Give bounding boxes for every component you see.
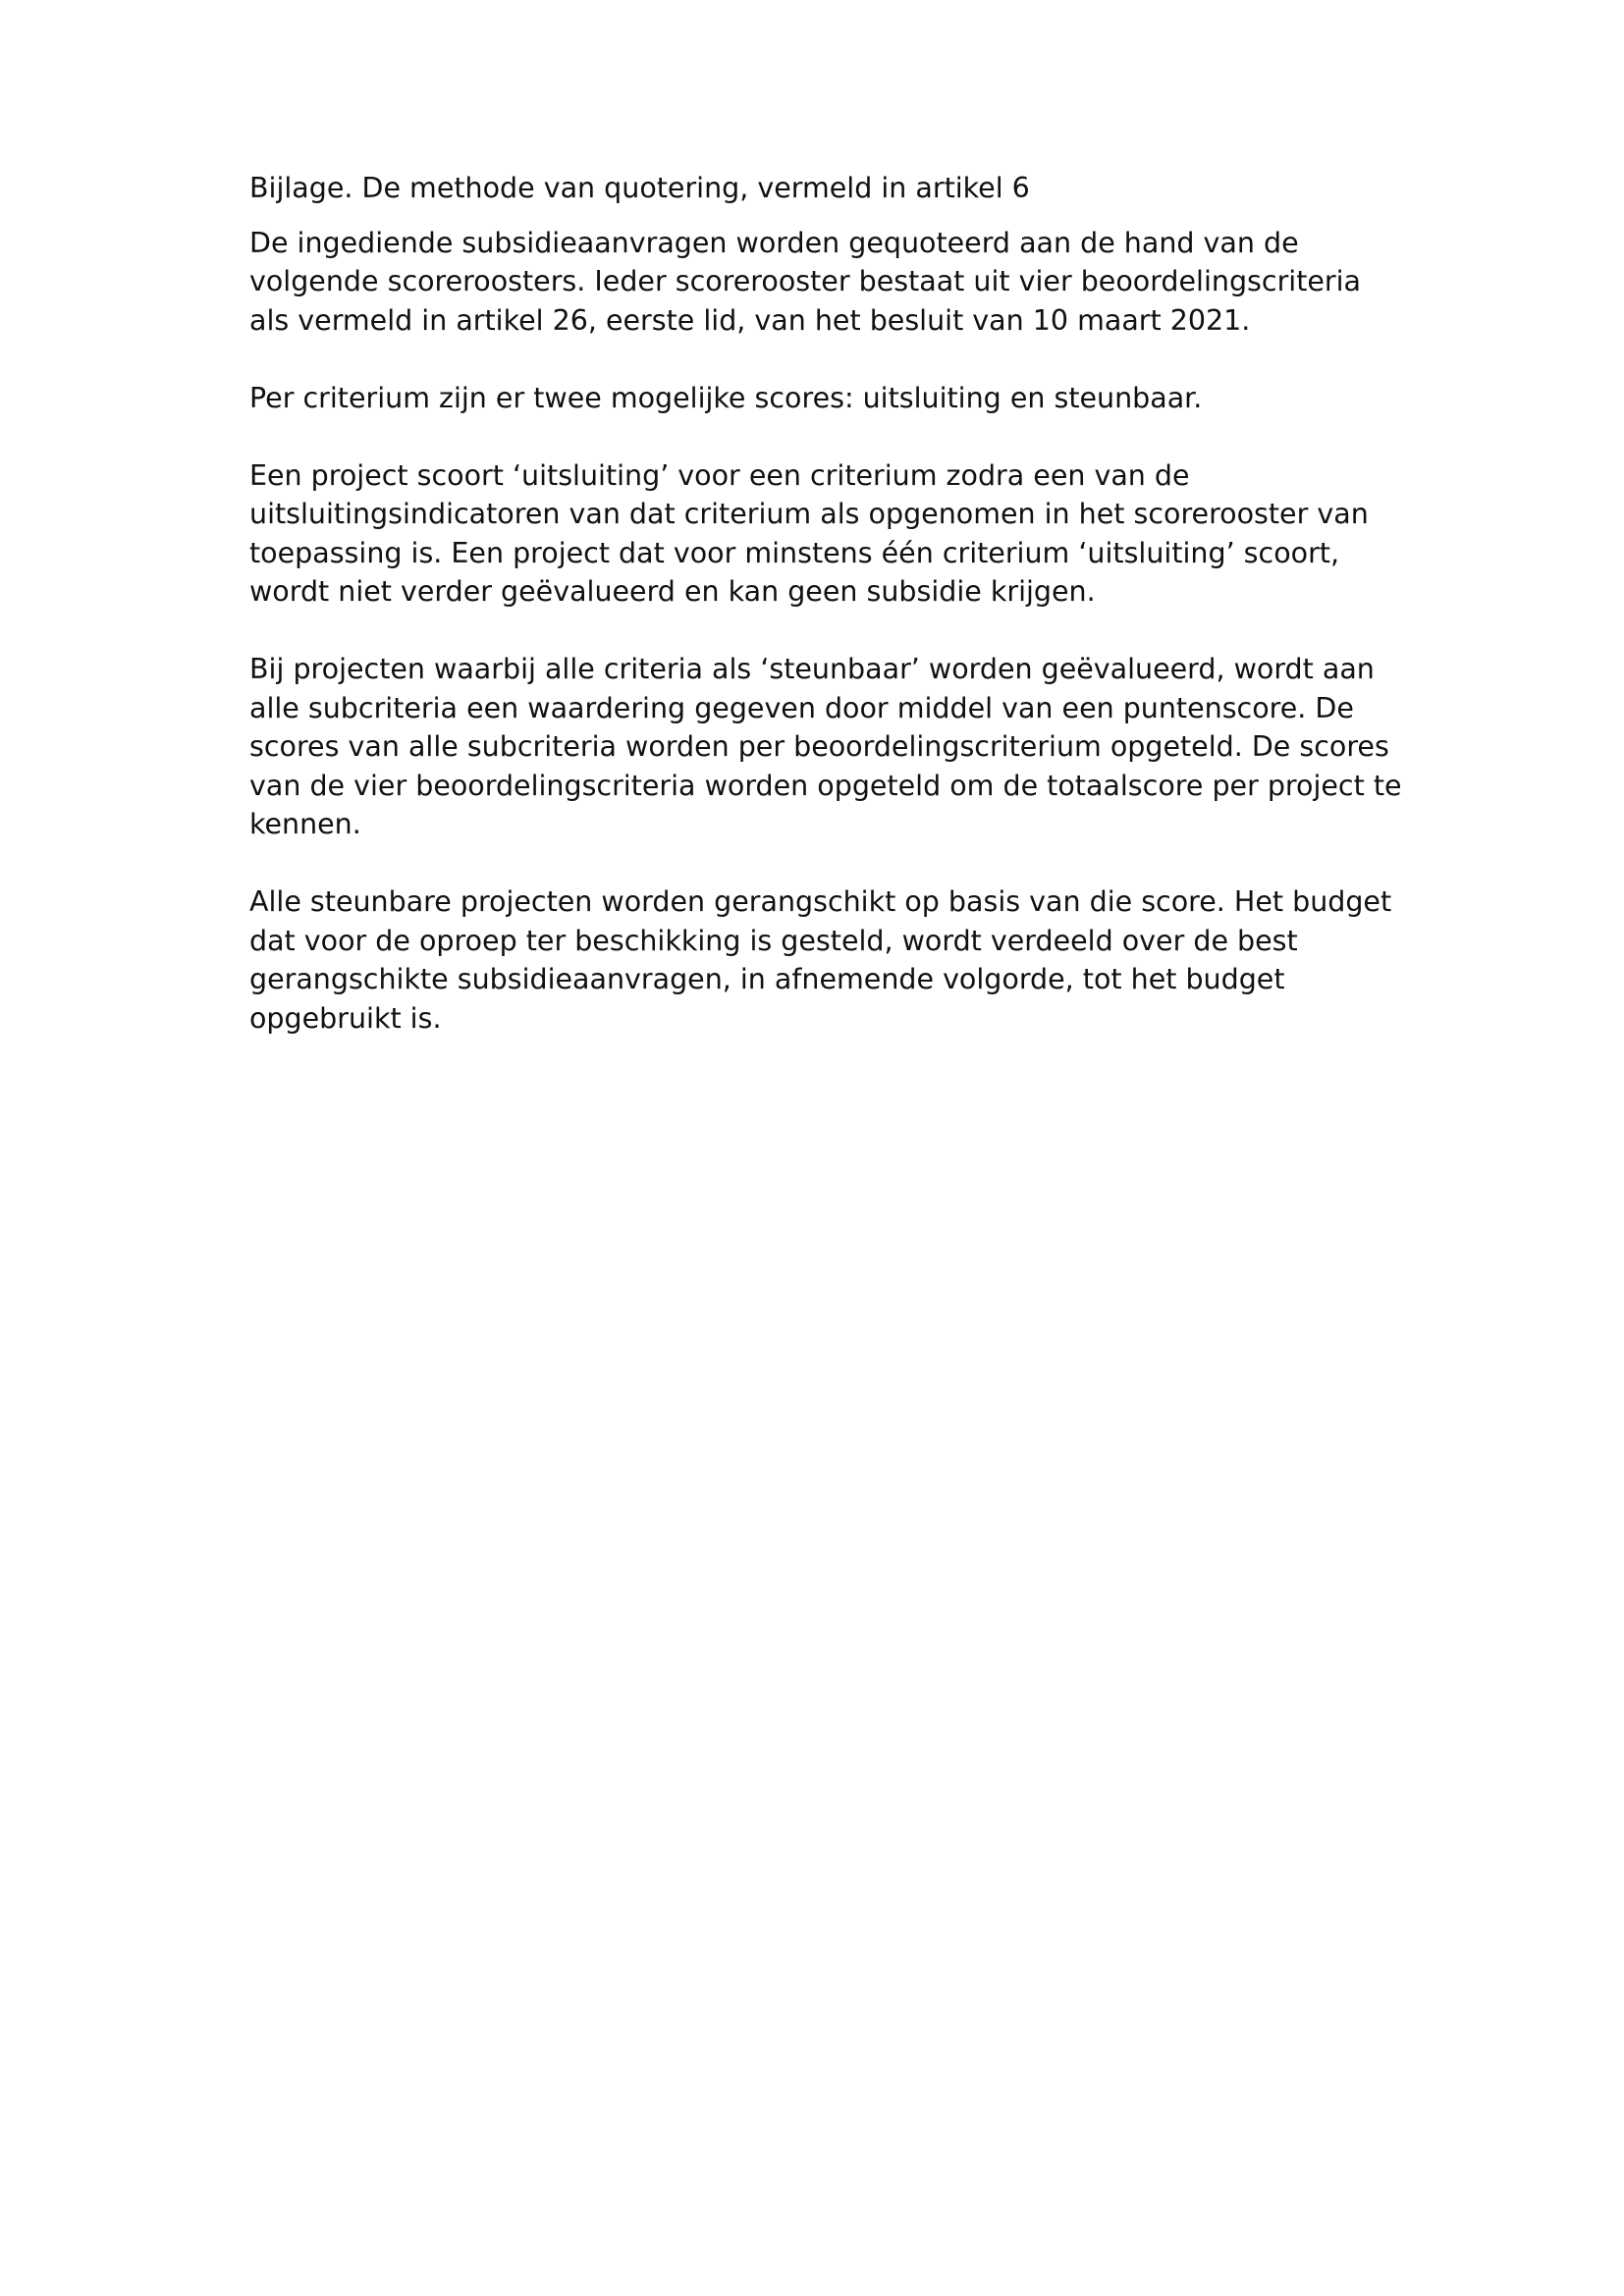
text-line: opgebruikt is. <box>249 1001 442 1035</box>
document-body <box>249 169 1402 1077</box>
text-line: dat voor de oproep ter beschikking is gesteld, wordt verdeeld over de best <box>249 924 1298 957</box>
text-line: kennen. <box>249 808 361 840</box>
text-line: Alle steunbare projecten worden gerangschikt op basis van die score. Het budget <box>249 885 1392 918</box>
paragraph-ranking <box>249 882 1398 1038</box>
paragraph-scores <box>249 379 1398 418</box>
text-line: De ingediende subsidieaanvragen worden gequoteerd aan de hand van de <box>249 226 1299 259</box>
text-line: gerangschikte subsidieaanvragen, in afnemende volgorde, tot het budget <box>249 963 1285 995</box>
paragraph-evaluation <box>249 650 1402 844</box>
text-line: Per criterium zijn er twee mogelijke scores: uitsluiting en steunbaar. <box>249 381 1203 414</box>
text-line: Een project scoort ‘uitsluiting’ voor een criterium zodra een van de <box>249 458 1190 492</box>
text-line: als vermeld in artikel 26, eerste lid, van het besluit van 10 maart 2021. <box>249 303 1251 337</box>
text-line: wordt niet verder geëvalueerd en kan geen subsidie krijgen. <box>249 575 1096 608</box>
text-line: scores van alle subcriteria worden per beoordelingscriterium opgeteld. De scores <box>249 730 1389 763</box>
text-line: toepassing is. Een project dat voor minstens één criterium ‘uitsluiting’ scoort, <box>249 536 1340 569</box>
document-title: Bijlage. De methode van quotering, vermeld in artikel 6 <box>249 172 1030 204</box>
text-line: alle subcriteria een waardering gegeven door middel van een puntenscore. De <box>249 691 1354 724</box>
paragraph-intro <box>249 224 1398 341</box>
text-line: uitsluitingsindicatoren van dat criterium als opgenomen in het scorerooster van <box>249 498 1369 530</box>
text-line: van de vier beoordelingscriteria worden opgeteld om de totaalscore per project te <box>249 769 1402 802</box>
text-line: Bij projecten waarbij alle criteria als ‘steunbaar’ worden geëvalueerd, wordt aan <box>249 653 1375 685</box>
paragraph-exclusion <box>249 456 1398 612</box>
text-line: volgende scoreroosters. Ieder scorerooster bestaat uit vier beoordelingscriteria <box>249 265 1362 297</box>
